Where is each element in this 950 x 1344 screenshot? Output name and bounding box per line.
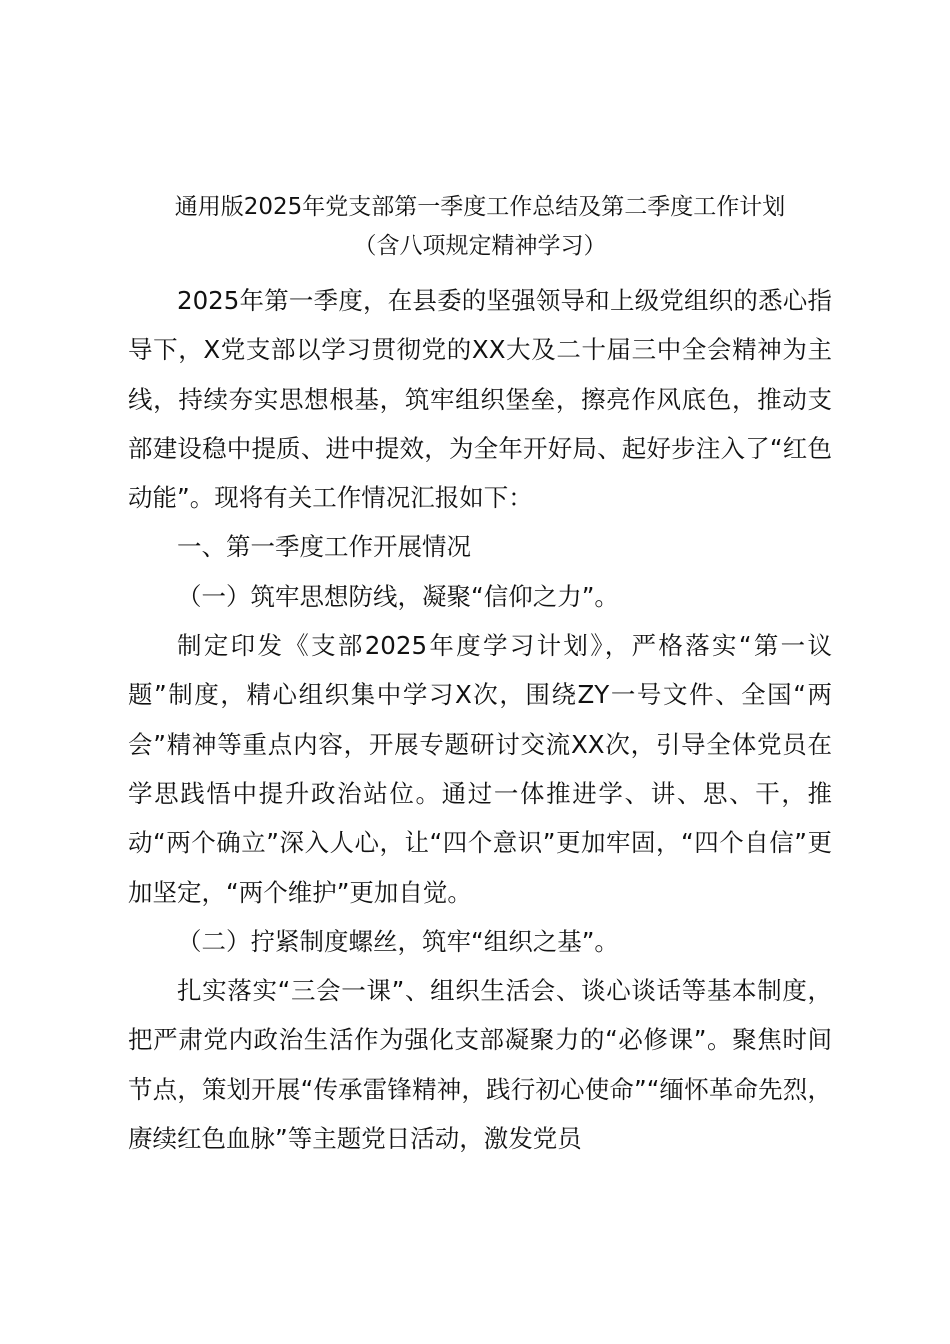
- document-title: 通用版2025年党支部第一季度工作总结及第二季度工作计划: [174, 194, 786, 220]
- subsection-body-1: 制定印发《支部2025年度学习计划》，严格落实“第一议题”制度，精心组织集中学习X次，围绕ZY一号文件、全国“两会”精神等重点内容，开展专题研讨交流XX次，引导全体党员在学思践悟中提升政治站位。通过一体推进学、讲、思、干，推动“两个确立”深入人心，让“四个意识”更加牢固，“四个自信”更加坚定，“两个维护”更加自觉。: [128, 631, 832, 907]
- subsection-heading-1: （一）筑牢思想防线，凝聚“信仰之力”。: [177, 581, 619, 611]
- document-subtitle: （含八项规定精神学习）: [353, 233, 607, 259]
- subsection-heading-2: （二）拧紧制度螺丝，筑牢“组织之基”。: [177, 926, 619, 956]
- document-page: [128, 188, 832, 1163]
- intro-paragraph: 2025年第一季度，在县委的坚强领导和上级党组织的悉心指导下，X党支部以学习贯彻党的XX大及二十届三中全会精神为主线，持续夯实思想根基，筑牢组织堡垒，擦亮作风底色，推动支部建设稳中提质、进中提效，为全年开好局、起好步注入了“红色动能”。现将有关工作情况汇报如下：: [128, 286, 832, 513]
- section-heading-1: 一、第一季度工作开展情况: [177, 532, 471, 562]
- subsection-body-2: 扎实落实“三会一课”、组织生活会、谈心谈话等基本制度，把严肃党内政治生活作为强化支部凝聚力的“必修课”。聚焦时间节点，策划开展“传承雷锋精神，践行初心使命”“缅怀革命先烈，赓续红色血脉”等主题党日活动，激发党员: [128, 976, 832, 1154]
